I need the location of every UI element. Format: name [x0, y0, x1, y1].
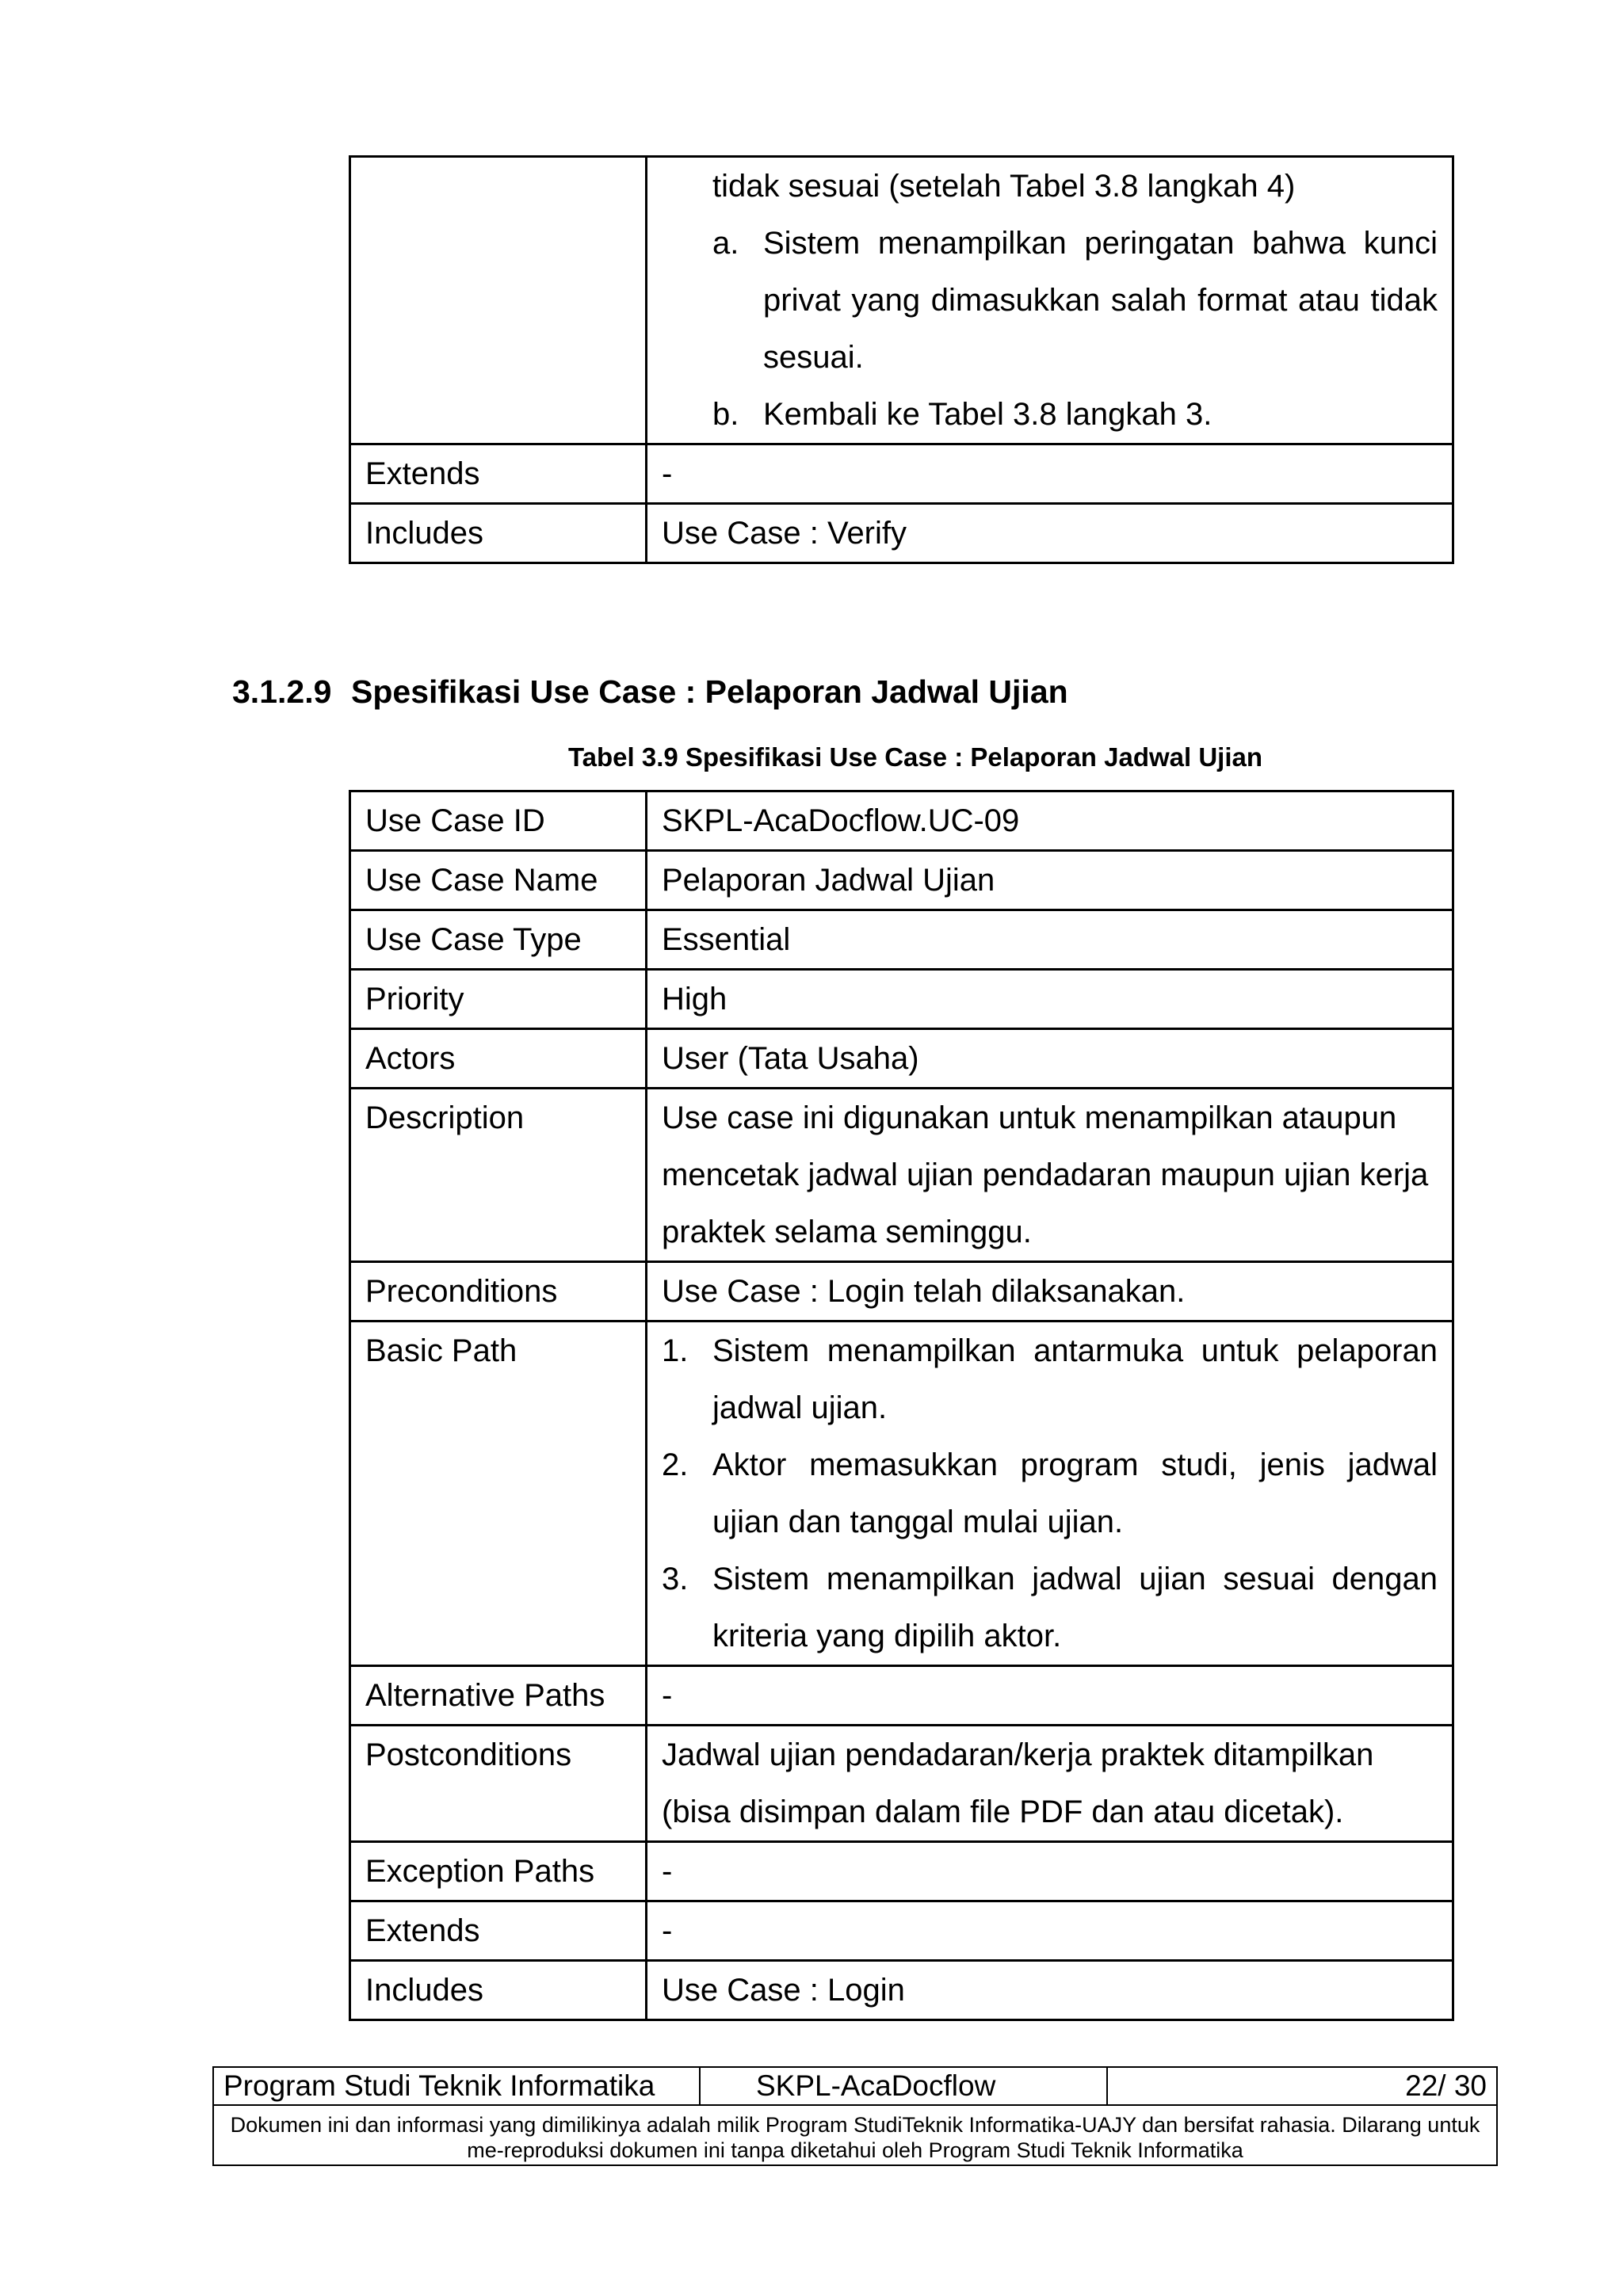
- list-marker: b.: [712, 397, 739, 432]
- table-row: [350, 1842, 1453, 1901]
- actors-label: Actors: [350, 1029, 647, 1089]
- continuation-intro: tidak sesuai (setelah Tabel 3.8 langkah 4): [712, 169, 1296, 204]
- preconditions-label: Preconditions: [350, 1262, 647, 1322]
- priority-value: High: [647, 970, 1453, 1029]
- section-title: Spesifikasi Use Case : Pelaporan Jadwal Ujian: [351, 673, 1068, 710]
- list-text: Aktor memasukkan program studi, jenis jadwal ujian dan tanggal mulai ujian.: [712, 1447, 1438, 1539]
- table-row: [350, 157, 1453, 444]
- table-row: [350, 1089, 1453, 1262]
- extends-value: -: [647, 444, 1453, 504]
- table-row: [350, 1961, 1453, 2020]
- list-item: [662, 1322, 1438, 1436]
- includes-value: Use Case : Verify: [647, 504, 1453, 563]
- table-row: [350, 1666, 1453, 1726]
- footer-confidentiality-notice: Dokumen ini dan informasi yang dimilikinya adalah milik Program StudiTeknik Informatika-UAJY dan bersifat rahasia. Dilarang untuk me-reproduksi dokumen ini tanpa diketahui oleh Program Studi Teknik Informatika: [213, 2105, 1497, 2165]
- list-text: Sistem menampilkan antarmuka untuk pelaporan jadwal ujian.: [712, 1333, 1438, 1425]
- list-text: Sistem menampilkan peringatan bahwa kunci privat yang dimasukkan salah format atau tidak sesuai.: [763, 226, 1438, 375]
- includes-label: Includes: [350, 504, 647, 563]
- list-item: [712, 386, 1438, 443]
- usecase-specification-table: [349, 790, 1454, 2021]
- table-row: [350, 444, 1453, 504]
- priority-label: Priority: [350, 970, 647, 1029]
- table-row: [350, 1901, 1453, 1961]
- actors-value: User (Tata Usaha): [647, 1029, 1453, 1089]
- usecase-id-value: SKPL-AcaDocflow.UC-09: [647, 791, 1453, 851]
- includes-label: Includes: [350, 1961, 647, 2020]
- table-row: [350, 970, 1453, 1029]
- description-value: Use case ini digunakan untuk menampilkan ataupun mencetak jadwal ujian pendadaran maupun ujian kerja praktek selama seminggu.: [647, 1089, 1453, 1262]
- alternative-paths-value: -: [647, 1666, 1453, 1726]
- footer-row: [213, 2105, 1497, 2165]
- usecase-type-label: Use Case Type: [350, 910, 647, 970]
- table-row: [350, 910, 1453, 970]
- footer-doc-id: SKPL-AcaDocflow: [700, 2067, 1107, 2105]
- previous-usecase-table-continuation: [349, 155, 1454, 564]
- usecase-name-value: Pelaporan Jadwal Ujian: [647, 851, 1453, 910]
- table-row: [350, 1322, 1453, 1666]
- footer-row: [213, 2067, 1497, 2105]
- list-text: Sistem menampilkan jadwal ujian sesuai dengan kriteria yang dipilih aktor.: [712, 1562, 1438, 1653]
- basic-path-list: [662, 1322, 1438, 1665]
- usecase-id-label: Use Case ID: [350, 791, 647, 851]
- preconditions-value: Use Case : Login telah dilaksanakan.: [647, 1262, 1453, 1322]
- basic-path-label: Basic Path: [350, 1322, 647, 1666]
- table-row: [350, 851, 1453, 910]
- list-marker: a.: [712, 226, 739, 261]
- list-item: [662, 1550, 1438, 1665]
- postconditions-value: Jadwal ujian pendadaran/kerja praktek ditampilkan (bisa disimpan dalam file PDF dan atau dicetak).: [647, 1726, 1453, 1842]
- section-number: 3.1.2.9: [232, 673, 332, 710]
- usecase-name-label: Use Case Name: [350, 851, 647, 910]
- page-footer: [212, 2066, 1498, 2166]
- empty-label-cell: [350, 157, 647, 444]
- extends-value: -: [647, 1901, 1453, 1961]
- list-marker: 2.: [662, 1447, 689, 1482]
- table-row: [350, 1262, 1453, 1322]
- table-row: [350, 791, 1453, 851]
- exception-paths-value: -: [647, 1842, 1453, 1901]
- table-row: [350, 1029, 1453, 1089]
- extends-label: Extends: [350, 444, 647, 504]
- list-text: Kembali ke Tabel 3.8 langkah 3.: [763, 397, 1212, 432]
- exception-paths-label: Exception Paths: [350, 1842, 647, 1901]
- list-marker: 1.: [662, 1333, 689, 1368]
- table-row: [350, 1726, 1453, 1842]
- table-row: [350, 504, 1453, 563]
- includes-value: Use Case : Login: [647, 1961, 1453, 2020]
- section-heading: [232, 672, 1068, 711]
- list-marker: 3.: [662, 1562, 689, 1596]
- basic-path-value: [647, 1322, 1453, 1666]
- postconditions-label: Postconditions: [350, 1726, 647, 1842]
- alternative-paths-label: Alternative Paths: [350, 1666, 647, 1726]
- extends-label: Extends: [350, 1901, 647, 1961]
- list-item: [712, 215, 1438, 386]
- usecase-type-value: Essential: [647, 910, 1453, 970]
- description-label: Description: [350, 1089, 647, 1262]
- footer-program: Program Studi Teknik Informatika: [213, 2067, 700, 2105]
- list-item: [662, 1436, 1438, 1550]
- footer-page-number: 22/ 30: [1107, 2067, 1497, 2105]
- continuation-list: [662, 215, 1438, 443]
- table-caption: Tabel 3.9 Spesifikasi Use Case : Pelaporan Jadwal Ujian: [567, 742, 1263, 772]
- exception-path-continuation: [647, 157, 1453, 444]
